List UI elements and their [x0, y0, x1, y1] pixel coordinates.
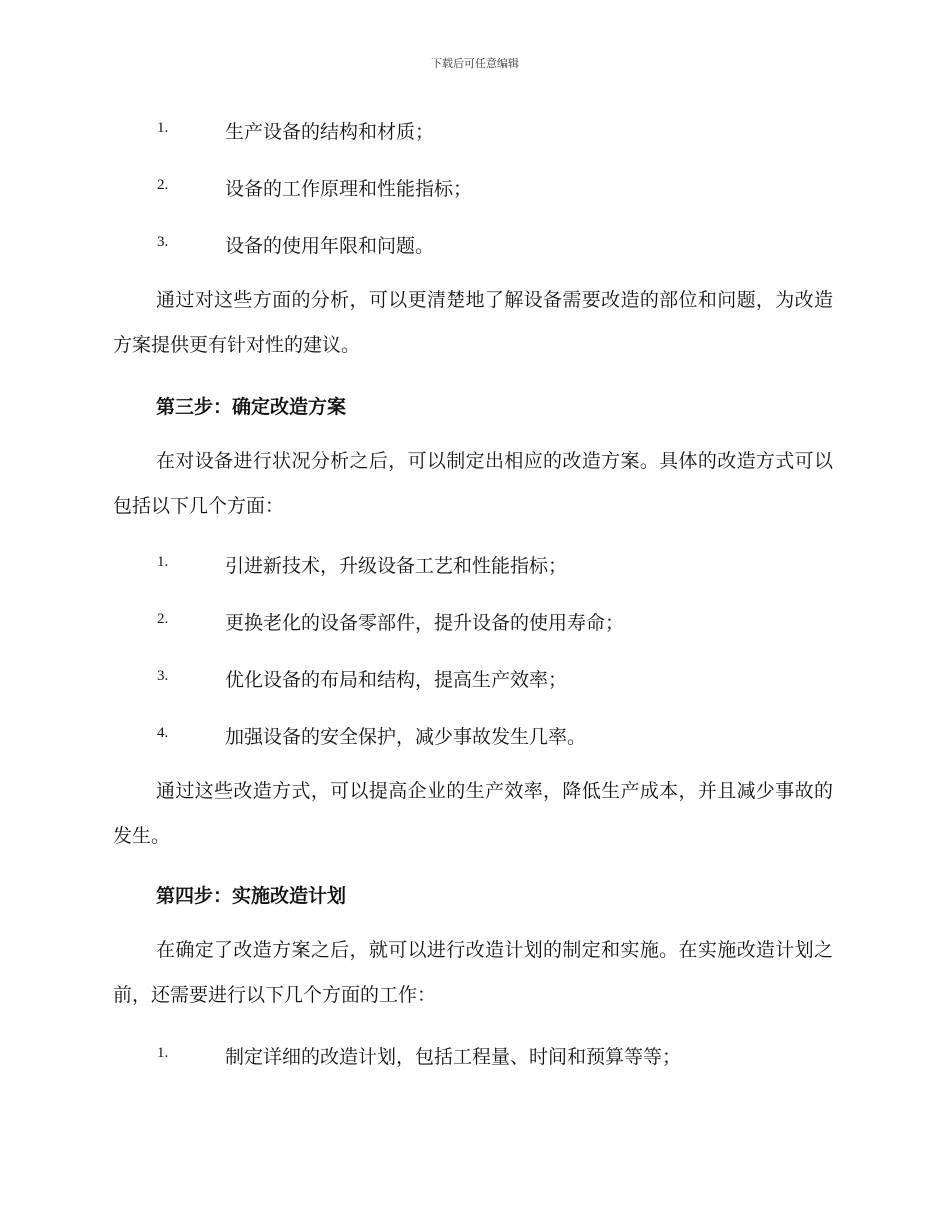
list-number: 4.	[157, 725, 169, 741]
list-number: 2.	[157, 177, 169, 193]
section-heading: 第三步：确定改造方案	[156, 396, 347, 418]
paragraph: 在对设备进行状况分析之后，可以制定出相应的改造方案。具体的改造方式可以包括以下几个方面：	[113, 450, 833, 517]
list-text: 加强设备的安全保护，减少事故发生几率。	[225, 726, 587, 748]
list-item	[113, 174, 833, 204]
list-item	[113, 1042, 833, 1072]
list-item	[113, 551, 833, 581]
page-header: 下载后可任意编辑	[431, 57, 519, 70]
list-item	[113, 665, 833, 695]
list-text: 生产设备的结构和材质；	[225, 121, 435, 143]
list-number: 1.	[157, 1045, 169, 1061]
section-heading: 第四步：实施改造计划	[156, 885, 347, 907]
list-text: 引进新技术，升级设备工艺和性能指标；	[225, 555, 568, 577]
list-text: 更换老化的设备零部件，提升设备的使用寿命；	[225, 612, 625, 634]
list-text: 设备的工作原理和性能指标；	[225, 178, 473, 200]
paragraph: 通过这些改造方式，可以提高企业的生产效率，降低生产成本，并且减少事故的发生。	[113, 780, 833, 847]
list-number: 2.	[157, 611, 169, 627]
list-text: 优化设备的布局和结构，提高生产效率；	[225, 669, 568, 691]
list-item	[113, 231, 833, 261]
paragraph: 在确定了改造方案之后，就可以进行改造计划的制定和实施。在实施改造计划之前，还需要进行以下几个方面的工作：	[113, 939, 833, 1006]
paragraph: 通过对这些方面的分析，可以更清楚地了解设备需要改造的部位和问题，为改造方案提供更有针对性的建议。	[113, 289, 833, 356]
list-number: 1.	[157, 120, 169, 136]
list-text: 设备的使用年限和问题。	[225, 235, 435, 257]
list-item	[113, 608, 833, 638]
list-number: 1.	[157, 554, 169, 570]
list-item	[113, 117, 833, 147]
list-text: 制定详细的改造计划，包括工程量、时间和预算等等；	[225, 1046, 682, 1068]
list-number: 3.	[157, 668, 169, 684]
list-number: 3.	[157, 234, 169, 250]
list-item	[113, 722, 833, 752]
